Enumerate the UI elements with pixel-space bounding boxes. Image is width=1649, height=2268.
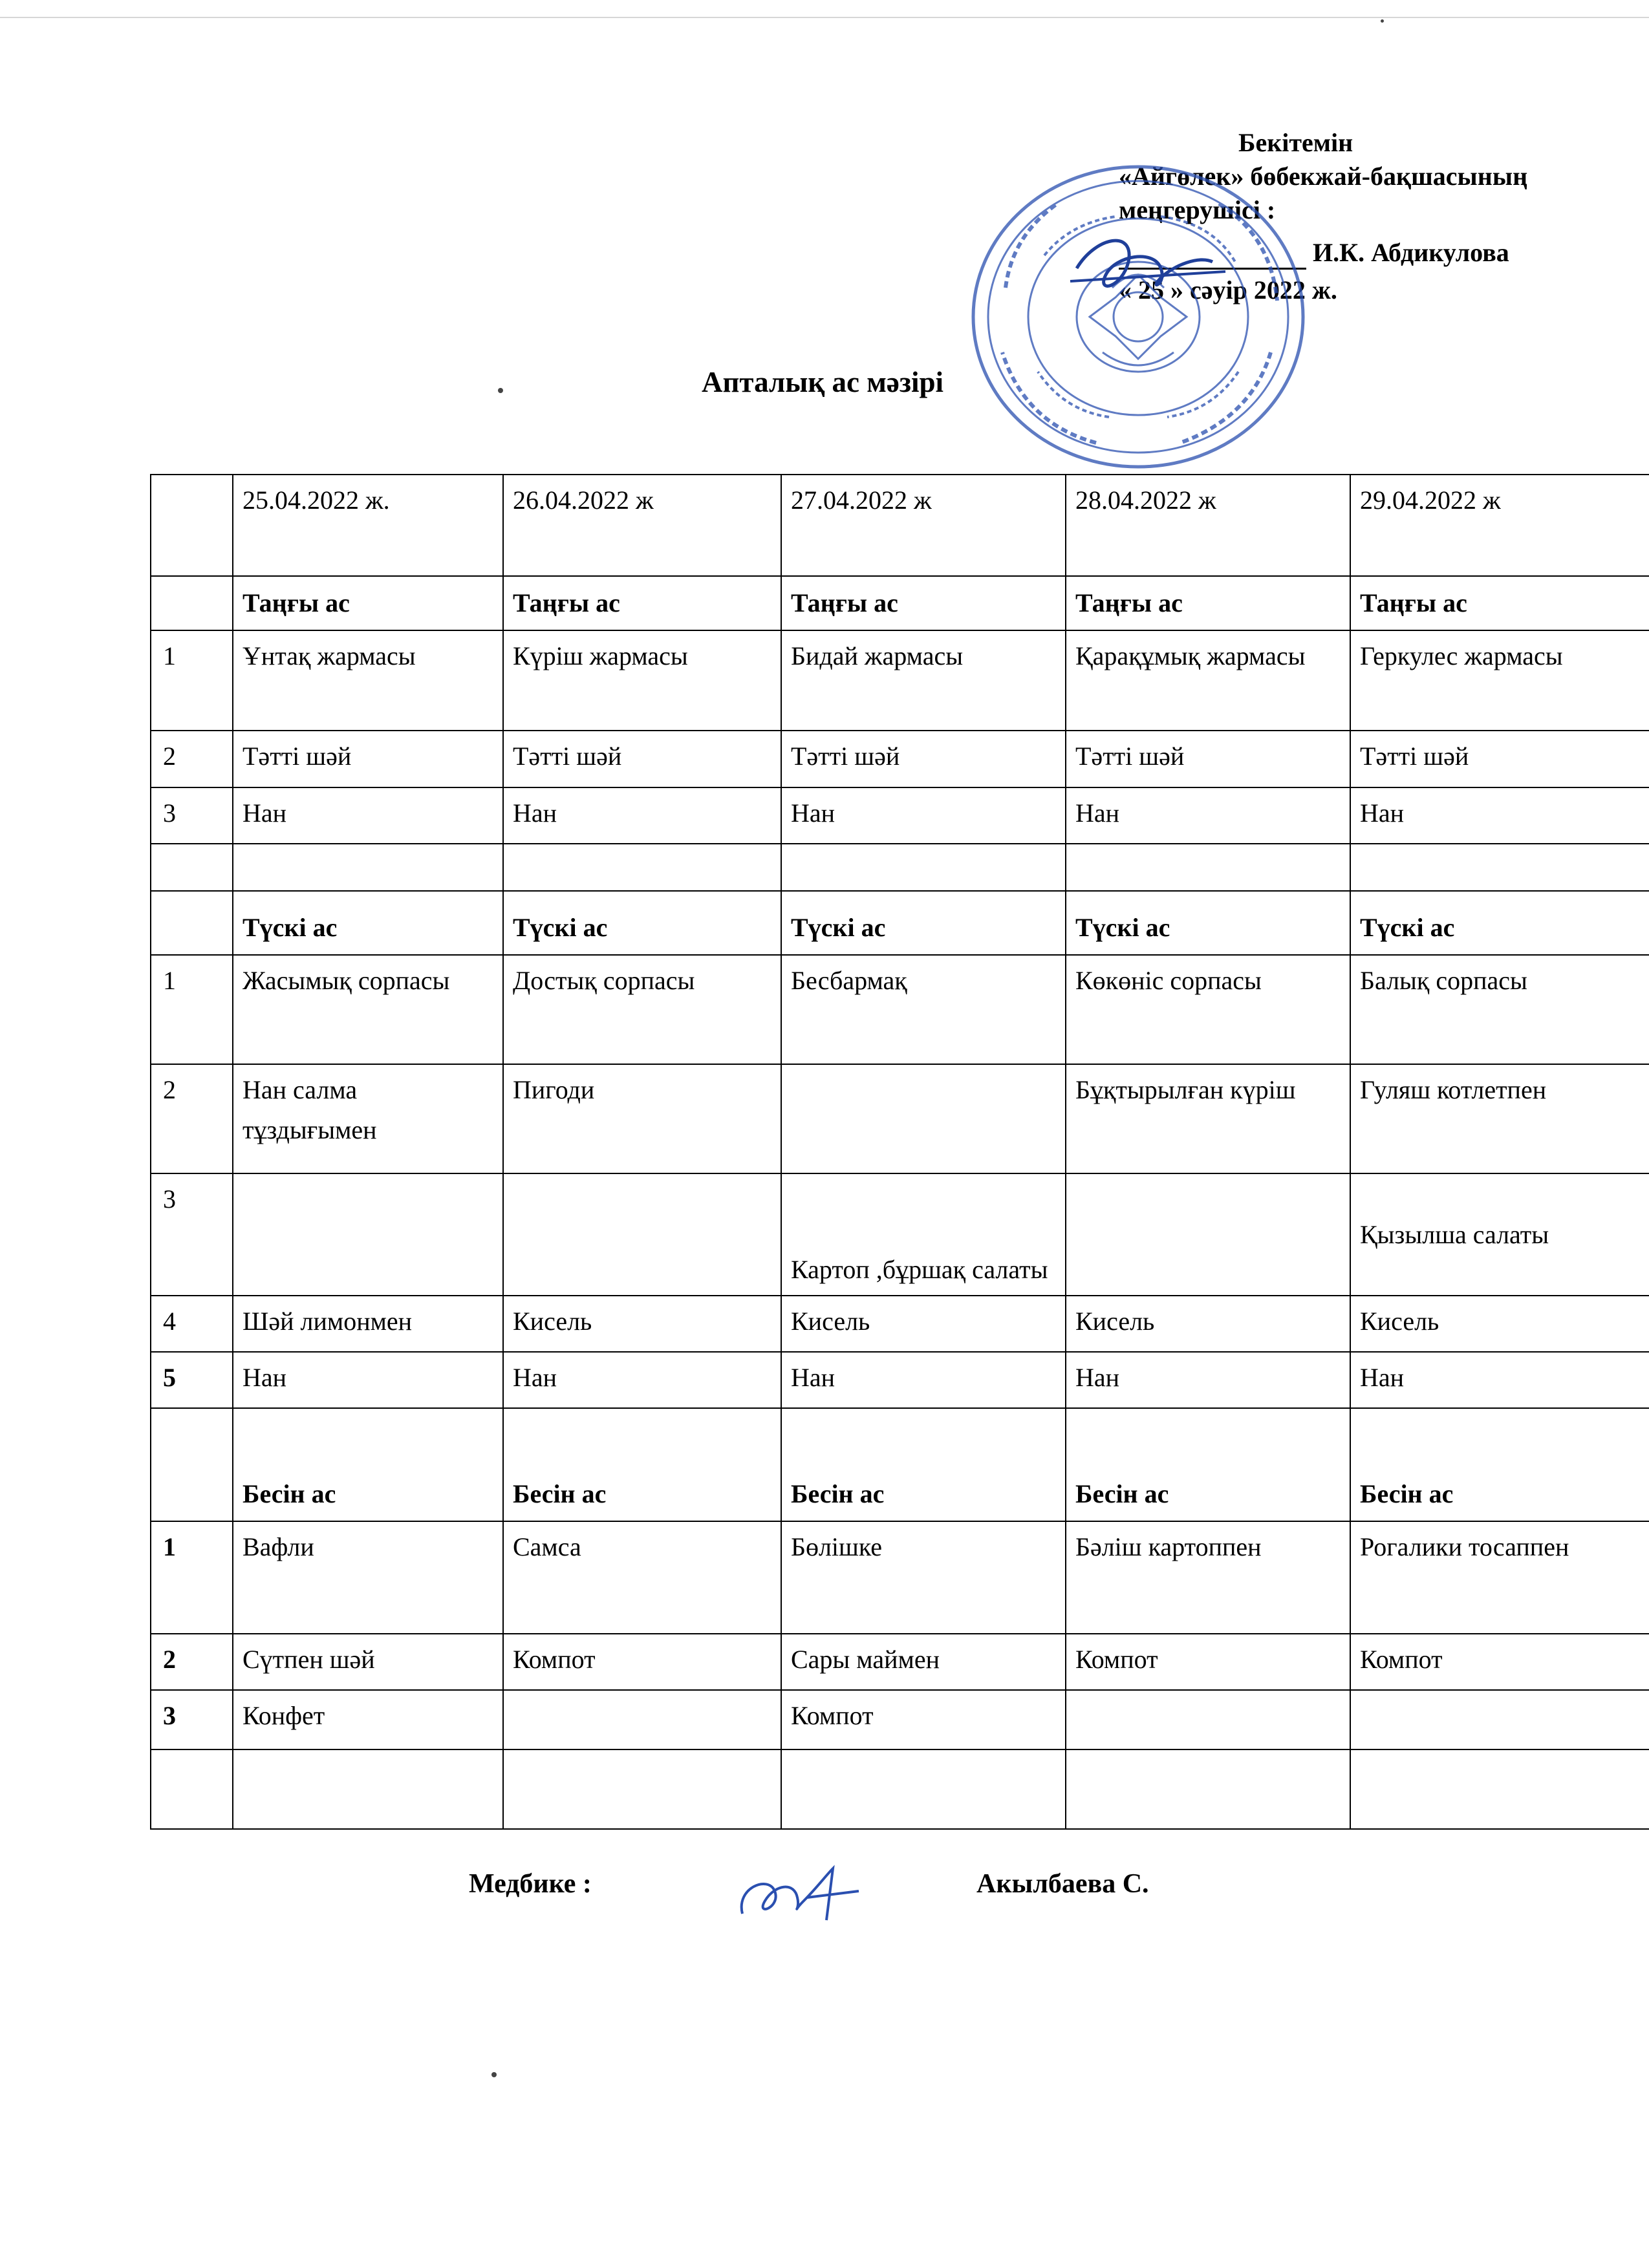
row-number: 1 [151,955,233,1064]
scan-speck [498,388,503,393]
menu-item: Кисель [781,1296,1066,1352]
row-number: 1 [151,630,233,731]
meal-label: Бесін ас [1350,1408,1649,1521]
row-number: 5 [151,1352,233,1408]
menu-item: Кисель [1350,1296,1649,1352]
menu-item: Нан [1350,787,1649,844]
scan-speck [1381,19,1384,23]
menu-item: Балық сорпасы [1350,955,1649,1064]
menu-item: Геркулес жармасы [1350,630,1649,731]
menu-item [781,1064,1066,1173]
menu-item: Пигоди [503,1064,781,1173]
meal-label: Таңғы ас [233,576,503,630]
table-row [151,787,1649,844]
table-row [151,1173,1649,1296]
menu-item: Нан [781,1352,1066,1408]
menu-item: Тәтті шәй [781,731,1066,787]
nurse-signature [729,1862,865,1927]
menu-item: Самса [503,1521,781,1634]
table-row [151,1296,1649,1352]
menu-item: Сүтпен шәй [233,1634,503,1690]
meal-label: Түскі ас [233,891,503,954]
menu-item: Кисель [503,1296,781,1352]
approval-institution: «Айгөлек» бөбекжай-бақшасының [1119,162,1528,191]
spacer-row [151,844,1649,892]
approver-name: И.К. Абдикулова [1313,238,1509,267]
meal-label: Бесін ас [503,1408,781,1521]
scan-speck [491,2072,497,2077]
spacer-row [151,1749,1649,1829]
approval-position: меңгерушісі : [1119,195,1276,224]
date-cell: 28.04.2022 ж [1066,475,1350,576]
table-row [151,1521,1649,1634]
menu-item: Нан [503,787,781,844]
row-number: 1 [151,1521,233,1634]
menu-item: Достық сорпасы [503,955,781,1064]
menu-item: Нан [233,787,503,844]
menu-item: Тәтті шәй [233,731,503,787]
menu-item: Картоп ,бұршақ салаты [781,1173,1066,1296]
date-cell: 29.04.2022 ж [1350,475,1649,576]
menu-item: Компот [1066,1634,1350,1690]
menu-item: Компот [503,1634,781,1690]
menu-item: Бәліш картоппен [1066,1521,1350,1634]
nurse-label: Медбике : [469,1869,592,1899]
table-row [151,630,1649,731]
row-number: 2 [151,1064,233,1173]
menu-item: Нан [781,787,1066,844]
menu-item [1350,1690,1649,1749]
table-row [151,731,1649,787]
document-title: Апталық ас мәзірі [702,366,943,398]
row-number: 4 [151,1296,233,1352]
meal-label: Таңғы ас [1350,576,1649,630]
meal-label: Түскі ас [1350,891,1649,954]
meal-label: Түскі ас [781,891,1066,954]
menu-item: Жасымық сорпасы [233,955,503,1064]
menu-item: Гуляш котлетпен [1350,1064,1649,1173]
menu-item: Көкөніс сорпасы [1066,955,1350,1064]
menu-item: Қызылша салаты [1350,1173,1649,1296]
meal-label: Таңғы ас [781,576,1066,630]
menu-item: Конфет [233,1690,503,1749]
menu-item: Нан [1066,1352,1350,1408]
menu-item [1066,1690,1350,1749]
menu-item: Бесбармақ [781,955,1066,1064]
approval-date: « 25 » сәуір 2022 ж. [1119,275,1337,305]
menu-item: Нан салма тұздығымен [233,1064,503,1173]
scan-edge-line [0,17,1649,18]
menu-item [503,1690,781,1749]
meal-label: Таңғы ас [503,576,781,630]
meal-label: Бесін ас [233,1408,503,1521]
row-number: 3 [151,1690,233,1749]
dates-row [151,475,1649,576]
menu-item: Нан [503,1352,781,1408]
snack-header-row [151,1408,1649,1521]
menu-item: Компот [1350,1634,1649,1690]
menu-item: Қарақұмық жармасы [1066,630,1350,731]
table-row [151,1064,1649,1173]
table-row [151,1634,1649,1690]
menu-item: Рогалики тосаппен [1350,1521,1649,1634]
menu-item: Компот [781,1690,1066,1749]
menu-item: Бұқтырылған күріш [1066,1064,1350,1173]
date-cell: 25.04.2022 ж. [233,475,503,576]
menu-item: Нан [1350,1352,1649,1408]
date-cell: 27.04.2022 ж [781,475,1066,576]
corner-cell [151,475,233,576]
menu-item: Тәтті шәй [1066,731,1350,787]
table-row [151,955,1649,1064]
meal-label: Түскі ас [1066,891,1350,954]
meal-label: Бесін ас [781,1408,1066,1521]
weekly-menu-table [150,474,1649,1830]
nurse-name: Акылбаева С. [976,1869,1149,1899]
meal-label: Таңғы ас [1066,576,1350,630]
table-row [151,1690,1649,1749]
official-stamp-seal [967,158,1310,475]
date-cell: 26.04.2022 ж [503,475,781,576]
table-row [151,1352,1649,1408]
meal-label: Түскі ас [503,891,781,954]
row-number: 2 [151,1634,233,1690]
row-number: 3 [151,1173,233,1296]
menu-item: Шәй лимонмен [233,1296,503,1352]
meal-label: Бесін ас [1066,1408,1350,1521]
menu-item: Тәтті шәй [503,731,781,787]
menu-item: Кисель [1066,1296,1350,1352]
menu-item: Сары маймен [781,1634,1066,1690]
row-number: 3 [151,787,233,844]
approval-heading: Бекітемін [1238,128,1353,157]
menu-item: Нан [1066,787,1350,844]
menu-item: Вафли [233,1521,503,1634]
menu-item [1066,1173,1350,1296]
menu-item: Нан [233,1352,503,1408]
menu-item [503,1173,781,1296]
menu-item [233,1173,503,1296]
menu-item: Ұнтақ жармасы [233,630,503,731]
menu-item: Тәтті шәй [1350,731,1649,787]
row-number: 2 [151,731,233,787]
menu-item: Бөлішке [781,1521,1066,1634]
menu-item: Бидай жармасы [781,630,1066,731]
menu-item: Күріш жармасы [503,630,781,731]
lunch-header-row [151,891,1649,954]
breakfast-header-row [151,576,1649,630]
